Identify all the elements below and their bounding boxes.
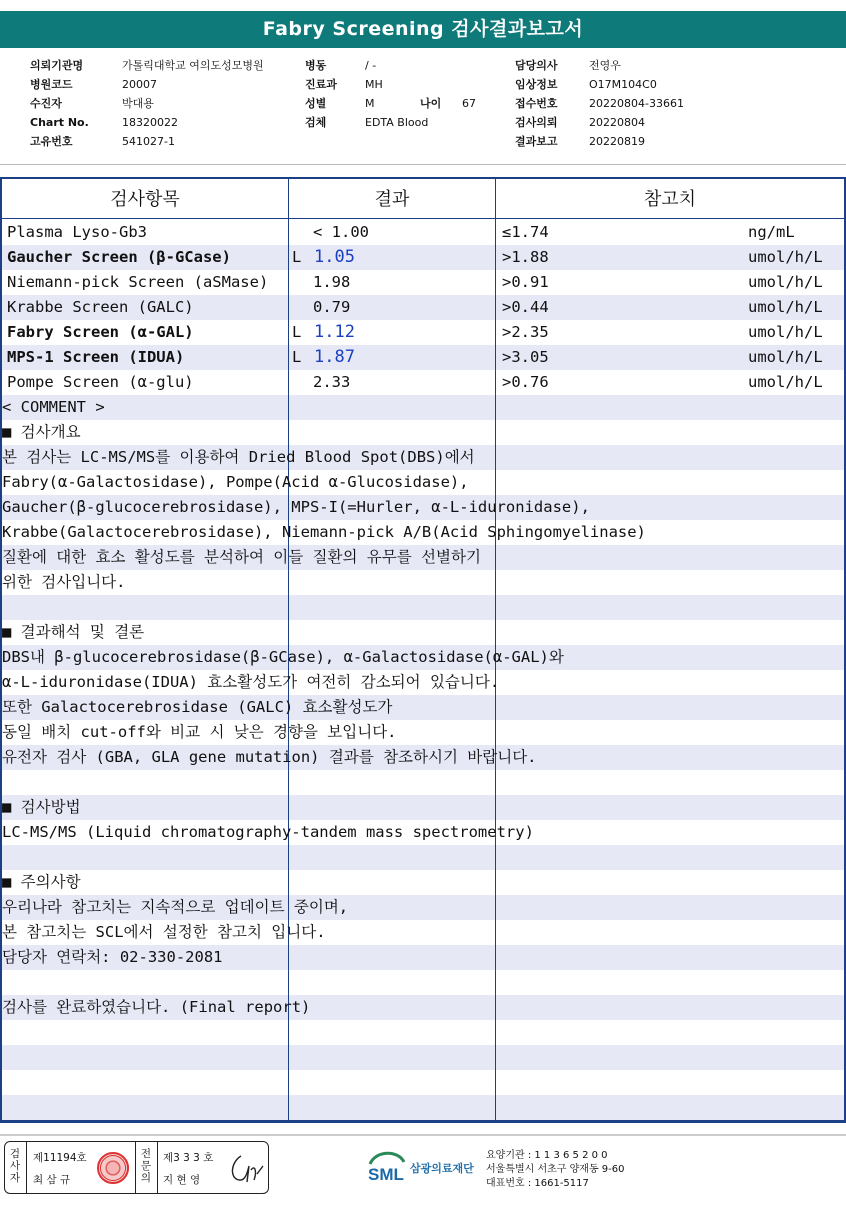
comment-line: 담당자 연락처: 02-330-2081 bbox=[2, 948, 223, 966]
unit: umol/h/L bbox=[748, 298, 823, 316]
low-flag: L bbox=[292, 348, 302, 366]
info-value: 20220804-33661 bbox=[589, 97, 684, 110]
divider bbox=[0, 164, 846, 165]
info-value: / - bbox=[365, 59, 377, 72]
header-test-item: 검사항목 bbox=[110, 189, 180, 210]
comment-line: 유전자 검사 (GBA, GLA gene mutation) 결과를 참조하시기 바랍니다. bbox=[2, 748, 537, 766]
unit: umol/h/L bbox=[748, 273, 823, 291]
unit: umol/h/L bbox=[748, 348, 823, 366]
test-name: Fabry Screen (α-GAL) bbox=[7, 323, 194, 341]
row-band bbox=[2, 1020, 844, 1045]
lab-address bbox=[486, 1149, 625, 1191]
sig-left-license: 제11194호 bbox=[33, 1152, 87, 1164]
info-value: 가톨릭대학교 여의도성모병원 bbox=[122, 59, 264, 72]
result-value: 1.87 bbox=[314, 347, 355, 367]
reference-value: >0.76 bbox=[502, 373, 549, 391]
sml-logo-icon bbox=[366, 1148, 408, 1190]
test-name: Niemann-pick Screen (aSMase) bbox=[7, 273, 269, 291]
info-value: 박대용 bbox=[122, 97, 154, 110]
row-band bbox=[2, 845, 844, 870]
report-title: Fabry Screening 검사결과보고서 bbox=[0, 11, 846, 48]
result-value: 1.05 bbox=[314, 247, 355, 267]
comment-line: Gaucher(β-glucocerebrosidase), MPS-I(=Hurler, α-L-iduronidase), bbox=[2, 498, 590, 516]
info-label: 진료과 bbox=[305, 78, 337, 91]
info-label: 검사의뢰 bbox=[515, 116, 558, 129]
comment-line: LC-MS/MS (Liquid chromatography-tandem mass spectrometry) bbox=[2, 823, 534, 841]
info-col-3 bbox=[515, 56, 765, 151]
reference-value: >0.44 bbox=[502, 298, 549, 316]
comment-line: 우리나라 참고치는 지속적으로 업데이트 중이며, bbox=[2, 898, 349, 916]
info-value: 20007 bbox=[122, 78, 157, 91]
comment-line: 동일 배치 cut-off와 비교 시 낮은 경향을 보입니다. bbox=[2, 723, 397, 741]
test-name: Pompe Screen (α-glu) bbox=[7, 373, 194, 391]
signature-box bbox=[4, 1141, 269, 1194]
info-value: O17M104C0 bbox=[589, 78, 657, 91]
row-band bbox=[2, 1070, 844, 1095]
row-band bbox=[2, 1045, 844, 1070]
comment-line: Krabbe(Galactocerebrosidase), Niemann-pick A/B(Acid Sphingomyelinase) bbox=[2, 523, 646, 541]
test-name: MPS-1 Screen (IDUA) bbox=[7, 348, 185, 366]
sig-right-name: 지 현 영 bbox=[163, 1174, 201, 1186]
comment-line: DBS내 β-glucocerebrosidase(β-GCase), α-Galactosidase(α-GAL)와 bbox=[2, 648, 564, 666]
header-result: 결과 bbox=[374, 189, 410, 210]
reference-value: >1.88 bbox=[502, 248, 549, 266]
row-band bbox=[2, 1095, 844, 1120]
info-label: 임상정보 bbox=[515, 78, 558, 91]
info-value-age: 67 bbox=[462, 97, 476, 110]
info-value: 20220819 bbox=[589, 135, 645, 148]
address-line: 요양기관 : 1 1 3 6 5 2 0 0 bbox=[486, 1150, 608, 1161]
table-header bbox=[2, 179, 844, 219]
sml-logo-text: SML bbox=[368, 1165, 404, 1184]
info-label: 검체 bbox=[305, 116, 327, 129]
info-label: 병동 bbox=[305, 59, 327, 72]
address-line: 서울특별시 서초구 양재동 9-60 bbox=[486, 1164, 625, 1175]
result-value: 0.79 bbox=[313, 298, 351, 316]
unit: umol/h/L bbox=[748, 323, 823, 341]
result-value: 1.98 bbox=[313, 273, 351, 291]
test-name: Gaucher Screen (β-GCase) bbox=[7, 248, 231, 266]
info-label: 성별 bbox=[305, 97, 327, 110]
info-col-1 bbox=[30, 56, 310, 151]
address-line: 대표번호 : 1661-5117 bbox=[486, 1178, 589, 1189]
signature-icon bbox=[227, 1152, 265, 1186]
reference-value: >2.35 bbox=[502, 323, 549, 341]
seal-icon bbox=[97, 1152, 129, 1184]
row-band bbox=[2, 570, 844, 595]
unit: ng/mL bbox=[748, 223, 795, 241]
comment-line: 위한 검사입니다. bbox=[2, 573, 126, 591]
row-band bbox=[2, 420, 844, 445]
test-name: Plasma Lyso-Gb3 bbox=[7, 223, 147, 241]
comment-line: ■ 검사방법 bbox=[2, 798, 81, 816]
info-label: 수진자 bbox=[30, 97, 62, 110]
info-label: 결과보고 bbox=[515, 135, 558, 148]
comment-line: 본 참고치는 SCL에서 설정한 참고치 입니다. bbox=[2, 923, 326, 941]
comment-line: ■ 주의사항 bbox=[2, 873, 81, 891]
sig-left-label: 검사자 bbox=[9, 1148, 21, 1184]
row-band bbox=[2, 970, 844, 995]
test-name: Krabbe Screen (GALC) bbox=[7, 298, 194, 316]
info-value: EDTA Blood bbox=[365, 116, 429, 129]
info-value: 전영우 bbox=[589, 59, 621, 72]
comment-line: 또한 Galactocerebrosidase (GALC) 효소활성도가 bbox=[2, 698, 393, 716]
row-band bbox=[2, 395, 844, 420]
result-value: 2.33 bbox=[313, 373, 351, 391]
row-band bbox=[2, 595, 844, 620]
row-band bbox=[2, 795, 844, 820]
low-flag: L bbox=[292, 323, 302, 341]
info-value: MH bbox=[365, 78, 383, 91]
comment-line: α-L-iduronidase(IDUA) 효소활성도가 여전히 감소되어 있습니다. bbox=[2, 673, 500, 691]
low-flag: L bbox=[292, 248, 302, 266]
comment-line: Fabry(α-Galactosidase), Pompe(Acid α-Glucosidase), bbox=[2, 473, 469, 491]
comment-line: 질환에 대한 효소 활성도를 분석하여 이들 질환의 유무를 선별하기 bbox=[2, 548, 481, 566]
row-band bbox=[2, 870, 844, 895]
unit: umol/h/L bbox=[748, 373, 823, 391]
comment-line: ■ 결과해석 및 결론 bbox=[2, 623, 145, 641]
info-label: 접수번호 bbox=[515, 97, 558, 110]
reference-value: >0.91 bbox=[502, 273, 549, 291]
info-value: 18320022 bbox=[122, 116, 178, 129]
comment-line: < COMMENT > bbox=[2, 398, 105, 416]
info-label-age: 나이 bbox=[420, 97, 442, 110]
comment-line: 본 검사는 LC-MS/MS를 이용하여 Dried Blood Spot(DBS)에서 bbox=[2, 448, 475, 466]
row-band bbox=[2, 770, 844, 795]
sig-right-license: 제3 3 3 호 bbox=[163, 1152, 214, 1164]
info-value: M bbox=[365, 97, 375, 110]
sig-right-label: 전문의 bbox=[140, 1148, 152, 1184]
reference-value: ≤1.74 bbox=[502, 223, 549, 241]
info-label: 담당의사 bbox=[515, 59, 558, 72]
header-reference: 참고치 bbox=[643, 189, 697, 210]
sig-left-name: 최 삼 규 bbox=[33, 1174, 71, 1186]
info-label: 고유번호 bbox=[30, 135, 73, 148]
comment-line: 검사를 완료하였습니다. (Final report) bbox=[2, 998, 311, 1016]
reference-value: >3.05 bbox=[502, 348, 549, 366]
info-col-2 bbox=[305, 56, 505, 132]
info-value: 541027-1 bbox=[122, 135, 175, 148]
unit: umol/h/L bbox=[748, 248, 823, 266]
info-value: 20220804 bbox=[589, 116, 645, 129]
result-value: < 1.00 bbox=[313, 223, 369, 241]
info-label: 의뢰기관명 bbox=[30, 59, 84, 72]
result-value: 1.12 bbox=[314, 322, 355, 342]
info-label: Chart No. bbox=[30, 116, 89, 129]
footer-divider bbox=[0, 1134, 846, 1136]
lab-name: 삼광의료재단 bbox=[410, 1162, 474, 1175]
comment-line: ■ 검사개요 bbox=[2, 423, 81, 441]
info-label: 병원코드 bbox=[30, 78, 73, 91]
